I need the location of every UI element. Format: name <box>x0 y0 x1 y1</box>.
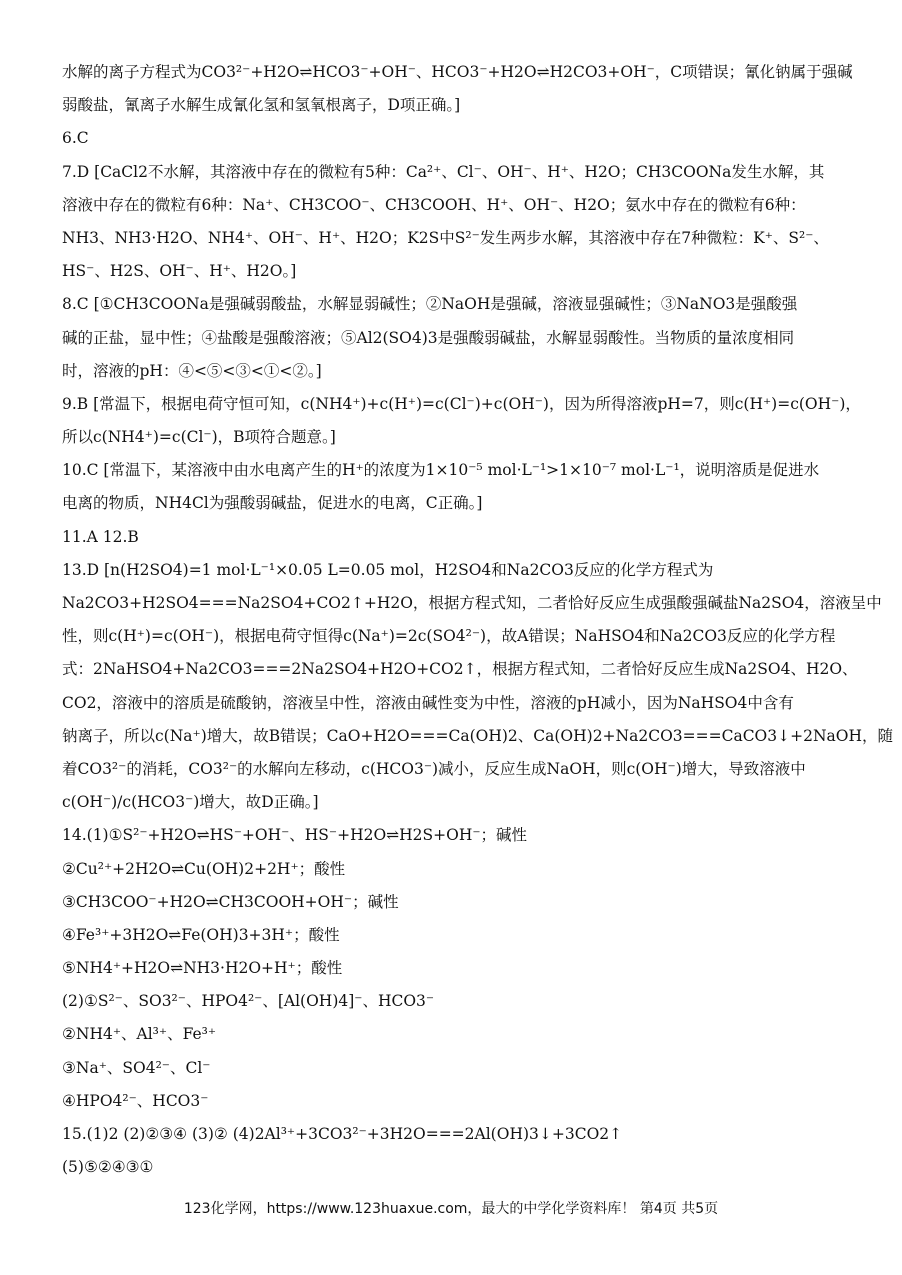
text-line: 碱的正盐，显中性；④盐酸是强酸溶液；⑤Al2(SO4)3是强酸弱碱盐，水解显弱酸性。当物质的量浓度相同 <box>62 328 795 347</box>
text-line: 14.(1)①S²⁻+H2O⇌HS⁻+OH⁻、HS⁻+H2O⇌H2S+OH⁻；碱性 <box>62 826 528 845</box>
document-body <box>62 62 893 1190</box>
text-line: 弱酸盐，氰离子水解生成氰化氢和氢氧根离子，D项正确。] <box>62 96 461 115</box>
text-line: 10.C [常温下，某溶液中由水电离产生的H⁺的浓度为1×10⁻⁵ mol·L⁻¹>1×10⁻⁷ mol·L⁻¹，说明溶质是促进水 <box>62 461 820 480</box>
text-line: 电离的物质，NH4Cl为强酸弱碱盐，促进水的电离，C正确。] <box>62 494 483 513</box>
text-line: 9.B [常温下，根据电荷守恒可知，c(NH4⁺)+c(H⁺)=c(Cl⁻)+c(OH⁻)，因为所得溶液pH=7，则c(H⁺)=c(OH⁻)， <box>62 394 861 413</box>
text-line: (5)⑤②④③① <box>62 1158 154 1177</box>
text-line: ②Cu²⁺+2H2O⇌Cu(OH)2+2H⁺；酸性 <box>62 859 346 878</box>
text-line: 13.D [n(H2SO4)=1 mol·L⁻¹×0.05 L=0.05 mol，H2SO4和Na2CO3反应的化学方程式为 <box>62 560 714 579</box>
text-line: c(OH⁻)/c(HCO3⁻)增大，故D正确。] <box>62 793 319 812</box>
text-line: ④HPO4²⁻、HCO3⁻ <box>62 1091 209 1110</box>
text-line: 8.C [①CH3COONa是强碱弱酸盐，水解显弱碱性；②NaOH是强碱，溶液显强碱性；③NaNO3是强酸强 <box>62 295 798 314</box>
text-line: ②NH4⁺、Al³⁺、Fe³⁺ <box>62 1025 217 1044</box>
page-footer: 123化学网，https://www.123huaxue.com，最大的中学化学资料库！ 第4页 共5页 <box>183 1201 719 1217</box>
text-line: NH3、NH3·H2O、NH4⁺、OH⁻、H⁺、H2O；K2S中S²⁻发生两步水解，其溶液中存在7种微粒：K⁺、S²⁻、 <box>62 228 829 247</box>
text-line: 11.A 12.B <box>62 527 139 546</box>
text-line: 6.C <box>62 129 89 148</box>
text-line: ③Na⁺、SO4²⁻、Cl⁻ <box>62 1058 211 1077</box>
text-line: 15.(1)2 (2)②③④ (3)② (4)2Al³⁺+3CO3²⁻+3H2O===2Al(OH)3↓+3CO2↑ <box>62 1125 623 1143</box>
text-line: ③CH3COO⁻+H2O⇌CH3COOH+OH⁻；碱性 <box>62 892 399 911</box>
text-line: 钠离子，所以c(Na⁺)增大，故B错误；CaO+H2O===Ca(OH)2、Ca(OH)2+Na2CO3===CaCO3↓+2NaOH，随 <box>62 726 893 745</box>
text-line: 溶液中存在的微粒有6种：Na⁺、CH3COO⁻、CH3COOH、H⁺、OH⁻、H2O；氨水中存在的微粒有6种： <box>62 195 806 214</box>
text-line: 性，则c(H⁺)=c(OH⁻)，根据电荷守恒得c(Na⁺)=2c(SO4²⁻)，故A错误；NaHSO4和Na2CO3反应的化学方程 <box>62 627 836 646</box>
text-line: 7.D [CaCl2不水解，其溶液中存在的微粒有5种：Ca²⁺、Cl⁻、OH⁻、H⁺、H2O；CH3COONa发生水解，其 <box>62 162 825 181</box>
text-line: Na2CO3+H2SO4===Na2SO4+CO2↑+H2O，根据方程式知，二者恰好反应生成强酸强碱盐Na2SO4，溶液呈中 <box>62 594 882 612</box>
text-line: 着CO3²⁻的消耗，CO3²⁻的水解向左移动，c(HCO3⁻)减小，反应生成NaOH，则c(OH⁻)增大，导致溶液中 <box>62 759 806 778</box>
text-line: ⑤NH4⁺+H2O⇌NH3·H2O+H⁺；酸性 <box>62 959 343 978</box>
text-line: 式：2NaHSO4+Na2CO3===2Na2SO4+H2O+CO2↑，根据方程式知，二者恰好反应生成Na2SO4、H2O、 <box>62 660 858 679</box>
text-line: ④Fe³⁺+3H2O⇌Fe(OH)3+3H⁺；酸性 <box>62 925 340 944</box>
text-line: 所以c(NH4⁺)=c(Cl⁻)，B项符合题意。] <box>62 428 336 447</box>
text-line: 水解的离子方程式为CO3²⁻+H2O⇌HCO3⁻+OH⁻、HCO3⁻+H2O⇌H2CO3+OH⁻，C项错误；氰化钠属于强碱 <box>62 63 853 81</box>
text-line: CO2，溶液中的溶质是硫酸钠，溶液呈中性，溶液由碱性变为中性，溶液的pH减小，因为NaHSO4中含有 <box>62 693 794 712</box>
text-line: 时，溶液的pH：④<⑤<③<①<②。] <box>62 361 322 380</box>
text-line: (2)①S²⁻、SO3²⁻、HPO4²⁻、[Al(OH)4]⁻、HCO3⁻ <box>62 992 435 1011</box>
text-line: HS⁻、H2S、OH⁻、H⁺、H2O。] <box>62 262 297 281</box>
